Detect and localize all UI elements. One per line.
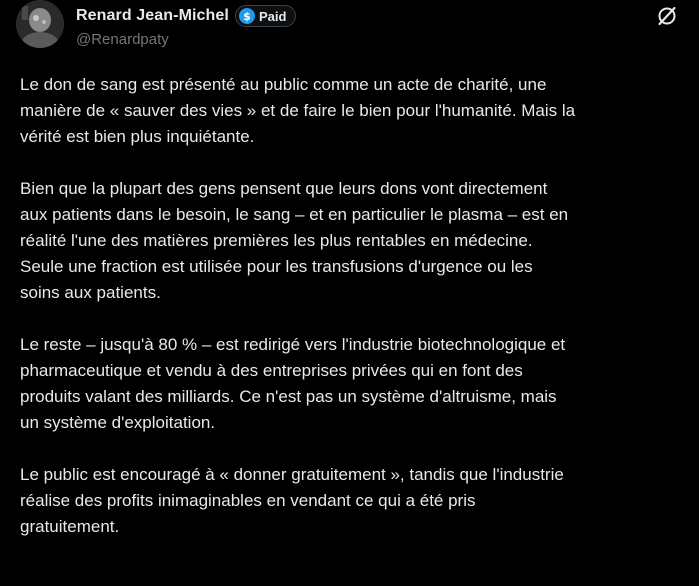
grok-button[interactable] xyxy=(655,4,679,28)
author-display-name[interactable]: Renard Jean-Michel xyxy=(76,7,229,24)
author-handle[interactable]: @Renardpaty xyxy=(76,31,169,48)
post-text xyxy=(20,72,688,540)
paid-badge-label: Paid xyxy=(258,8,287,24)
post-paragraph-4: Le public est encouragé à « donner gratuitement », tandis que l'industrie réalise des profits inimaginables en vendant ce qui a été pris gratuitement. xyxy=(20,465,564,536)
author-name-row xyxy=(76,5,296,27)
dollar-badge-icon xyxy=(239,8,255,24)
svg-text:$: $ xyxy=(243,10,251,23)
author-info xyxy=(76,5,296,48)
paid-badge[interactable] xyxy=(235,5,296,27)
post-header xyxy=(16,0,683,60)
avatar-photo-icon xyxy=(16,0,64,48)
avatar[interactable] xyxy=(16,0,64,48)
post-paragraph-1: Le don de sang est présenté au public comme un acte de charité, une manière de « sauver des vies » et de faire le bien pour l'humanité. Mais la vérité est bien plus inquiétante. xyxy=(20,75,576,146)
post-paragraph-2: Bien que la plupart des gens pensent que leurs dons vont directement aux patients dans le besoin, le sang – et en particulier le plasma – est en réalité l'une des matières premières les plus rentables en médecine. Seule une fraction est utilisée pour les transfusions d'urgence ou les soins aux patients. xyxy=(20,179,569,302)
grok-slash-icon xyxy=(655,4,679,28)
post-paragraph-3: Le reste – jusqu'à 80 % – est redirigé vers l'industrie biotechnologique et pharmaceutique et vendu à des entreprises privées qui en font des produits valant des milliards. Ce n'est pas un système d'altruisme, mais un système d'exploitation. xyxy=(20,335,566,432)
